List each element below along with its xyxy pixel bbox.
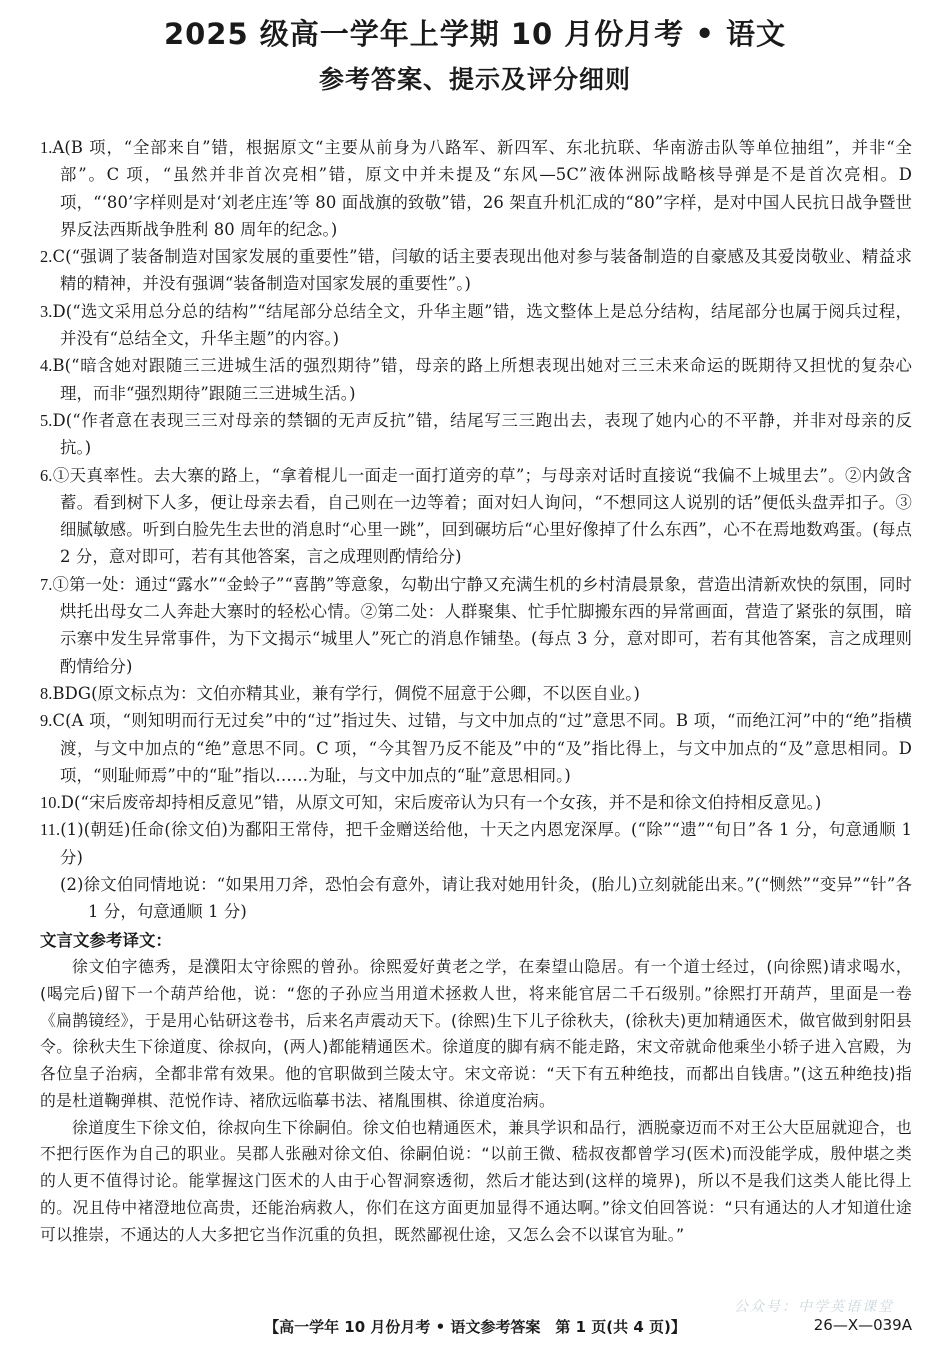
answer-text: D(“宋后废帝却持相反意见”错，从原文可知，宋后废帝认为只有一个女孩，并不是和徐文伯持相反意见。) — [60, 793, 822, 813]
translation-paragraph-1: 徐文伯字德秀，是濮阳太守徐熙的曾孙。徐熙爱好黄老之学，在秦望山隐居。有一个道士经过，(向徐熙)请求喝水，(喝完后)留下一个葫芦给他，说：“您的子孙应当用道术拯救人世，将来能官居二千石级别。”徐熙打开葫芦，里面是一卷《扁鹊镜经》，于是用心钻研这卷书，后来名声震动天下。(徐熙)生下儿子徐秋夫，(徐秋夫)更加精通医术，做官做到射阳县令。徐秋夫生下徐道度、徐叔向，(两人)都能精通医术。徐道度的脚有病不能走路，宋文帝就命他乘坐小轿子进入宫殿，为各位皇子治病，全都非常有效果。他的官职做到兰陵太守。宋文帝说：“天下有五种绝技，而都出自钱唐。”(这五种绝技)指的是杜道鞠弹棋、范悦作诗、褚欣远临摹书法、褚胤围棋、徐道度治病。 — [40, 956, 912, 1110]
answer-number: 5. — [40, 410, 53, 430]
translation-paragraph-2: 徐道度生下徐文伯，徐叔向生下徐嗣伯。徐文伯也精通医术，兼具学识和品行，洒脱豪迈而不对王公大臣屈就迎合，也不把行医作为自己的职业。吴郡人张融对徐文伯、徐嗣伯说：“以前王微、嵇叔夜都曾学习(医术)而没能学成，殷仲堪之类的人更不值得讨论。能掌握这门医术的人由于心智洞察透彻，然后才能达到(这样的境界)，所以不是我们这类人能比得上的。况且侍中褚澄地位高贵，还能治病救人，你们在这方面更加显得不通达啊。”徐文伯回答说：“只有通达的人才知道仕途可以推崇，不通达的人大多把它当作沉重的负担，既然鄙视仕途，又怎么会不以谋官为耻。” — [40, 1117, 912, 1244]
answer-number: 10. — [40, 793, 61, 813]
answer-item-7 — [40, 571, 912, 680]
answer-text: C(“强调了装备制造对国家发展的重要性”错，闫敏的话主要表现出他对参与装备制造的自豪感及其爱岗敬业、精益求精的精神，并没有强调“装备制造对国家发展的重要性”。) — [52, 247, 912, 294]
watermark-text: 公众号：中学英语课堂 — [734, 1299, 894, 1315]
answer-item-6 — [40, 462, 912, 571]
answer-text: D(“作者意在表现三三对母亲的禁锢的无声反抗”错，结尾写三三跑出去，表现了她内心的不平静，并非对母亲的反抗。) — [52, 410, 912, 458]
answer-text: ①第一处：通过“露水”“金蛉子”“喜鹊”等意象，勾勒出宁静又充满生机的乡村清晨景象，营造出清新欢快的氛围，同时烘托出母女二人奔赴大寨时的轻松心情。②第二处：人群聚集、忙手忙脚搬东西的异常画面，营造了紧张的氛围，暗示寨中发生异常事件，为下文揭示“城里人”死亡的消息作铺垫。(每点 3 分，意对即可，若有其他答案，言之成理则酌情给分) — [52, 574, 912, 676]
answer-text: ①天真率性。去大寨的路上，“拿着棍儿一面走一面打道旁的草”；与母亲对话时直接说“我偏不上城里去”。②内敛含蓄。看到树下人多，便让母亲去看，自己则在一边等着；面对妇人询问，“不想同这人说别的话”便低头盘弄扣子。③细腻敏感。听到白脸先生去世的消息时“心里一跳”，回到碾坊后“心里好像掉了什么东西”，心不在焉地数鸡蛋。(每点 2 分，意对即可，若有其他答案，言之成理则酌情给分) — [52, 465, 912, 567]
answer-11-part-2: (2)徐文伯同情地说：“如果用刀斧，恐怕会有意外，请让我对她用针灸，(胎儿)立刻就能出来。”(“恻然”“变异”“针”各 1 分，句意通顺 1 分) — [60, 875, 912, 922]
answer-text: BDG(原文标点为：文伯亦精其业，兼有学行，倜傥不屈意于公卿，不以医自业。) — [52, 683, 641, 703]
answer-item-8 — [40, 680, 912, 707]
answer-item-9 — [40, 707, 912, 789]
answer-text: C(A 项，“则知明而行无过矣”中的“过”指过失、过错，与文中加点的“过”意思不同。B 项，“而绝江河”中的“绝”指横渡，与文中加点的“绝”意思不同。C 项，“今其智乃反不能及”中的“及”指比得上，与文中加点的“及”意思相同。D 项，“则耻师焉”中的“耻”指以……为耻，与文中加点的“耻”意思相同。) — [52, 711, 912, 785]
answer-item-2 — [40, 243, 912, 298]
footer-label: 【高一学年 10 月份月考 • 语文参考答案 第 1 页(共 4 页)】 — [264, 1318, 686, 1336]
page-title: 2025 级高一学年上学期 10 月份月考 • 语文 — [163, 17, 787, 51]
answer-number: 7. — [40, 574, 53, 594]
answer-number: 3. — [40, 301, 53, 321]
answer-number: 9. — [40, 711, 53, 731]
answer-text: D(“选文采用总分总的结构”“结尾部分总结全文，升华主题”错，选文整体上是总分结构，结尾部分也属于阅兵过程，并没有“总结全文，升华主题”的内容。) — [52, 301, 912, 349]
answer-item-11 — [40, 816, 912, 871]
answer-item-3 — [40, 298, 912, 353]
answer-item-5 — [40, 407, 912, 462]
answer-item-10 — [40, 789, 912, 816]
answer-number: 4. — [40, 356, 53, 376]
answer-item-4 — [40, 352, 912, 407]
footer-code: 26—X—039A — [813, 1316, 912, 1334]
answer-11-part-1: (1)(朝廷)任命(徐文伯)为鄱阳王常侍，把千金赠送给他，十天之内恩宠深厚。(“除”“遗”“旬日”各 1 分，句意通顺 1 分) — [60, 820, 912, 867]
answer-number: 8. — [40, 683, 53, 703]
answer-text: A(B 项，“全部来自”错，根据原文“主要从前身为八路军、新四军、东北抗联、华南游击队等单位抽组”，并非“全部”。C 项，“虽然并非首次亮相”错，原文中并未提及“东风—5C”液体洲际战略核导弹是不是首次亮相。D 项，“‘80’字样则是对‘刘老庄连’等 80 面战旗的致敬”错，26 架直升机汇成的“80”字样，是对中国人民抗日战争暨世界反法西斯战争胜利 80 周年的纪念。) — [52, 138, 912, 239]
answer-content — [40, 134, 912, 1249]
translation-heading: 文言文参考译文： — [40, 930, 172, 950]
answer-number: 1. — [40, 138, 53, 157]
answer-text: B(“暗含她对跟随三三进城生活的强烈期待”错，母亲的路上所想表现出她对三三未来命运的既期待又担忧的复杂心理，而非“强烈期待”跟随三三进城生活。) — [52, 356, 912, 403]
answer-number: 11. — [40, 820, 61, 840]
page-subtitle: 参考答案、提示及评分细则 — [318, 65, 631, 94]
answer-number: 6. — [40, 465, 53, 485]
answer-number: 2. — [40, 247, 53, 267]
answer-item-1 — [40, 134, 912, 243]
